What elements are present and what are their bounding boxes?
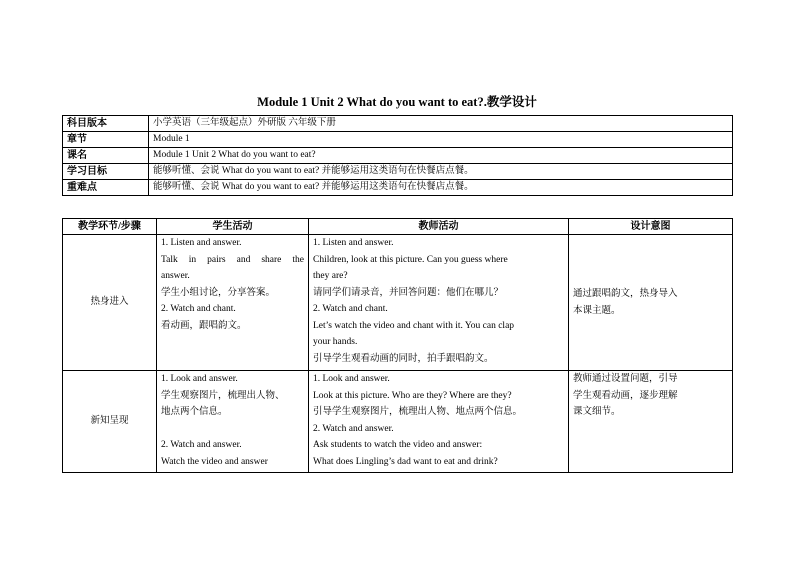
student-cell	[157, 235, 309, 371]
text-line: answer.	[161, 271, 190, 281]
info-value: 小学英语（三年级起点）外研版 六年级下册	[149, 116, 733, 132]
text-line: 引导学生观察图片，梳理出人物、地点两个信息。	[313, 407, 523, 417]
header-stage: 教学环节/步骤	[63, 219, 157, 235]
text-line: Let’s watch the video and chant with it. You can clap	[313, 320, 515, 331]
teacher-cell	[309, 235, 569, 371]
text-line: 2. Watch and answer.	[161, 440, 242, 450]
text-line: 2. Watch and chant.	[313, 304, 388, 314]
text-line: 引导学生观看动画的同时，拍手跟唱韵文。	[313, 353, 494, 364]
text-line: 1. Listen and answer.	[161, 238, 242, 248]
info-label: 课名	[63, 148, 149, 164]
info-label: 科目版本	[63, 116, 149, 132]
text-line	[161, 421, 304, 438]
text-line: 教师通过设置问题，引导	[573, 374, 678, 384]
info-value: 能够听懂、会说 What do you want to eat? 并能够运用这类语句在快餐店点餐。	[149, 180, 733, 196]
table-row	[63, 371, 733, 473]
info-value: Module 1	[149, 132, 733, 148]
text-line: 学生观察图片，梳理出人物、	[161, 390, 285, 401]
stage-cell: 新知呈现	[63, 371, 157, 473]
text-line: 课文细节。	[573, 407, 621, 417]
teacher-cell	[309, 371, 569, 473]
text-line: 看动画，跟唱韵文。	[161, 320, 247, 331]
page-title: Module 1 Unit 2 What do you want to eat?.教学设计	[257, 95, 537, 109]
text-line: 学生小组讨论，分享答案。	[161, 287, 276, 298]
intent-cell	[569, 235, 733, 371]
text-line: Children, look at this picture. Can you guess where	[313, 254, 508, 265]
student-cell	[157, 371, 309, 473]
text-line: 本课主题。	[573, 305, 621, 316]
text-line: Talk in pairs and share the	[161, 254, 304, 265]
text-line: Look at this picture. Who are they? Where are they?	[313, 390, 512, 401]
text-line: 1. Look and answer.	[313, 374, 390, 384]
stage-cell: 热身进入	[63, 235, 157, 371]
text-line: Watch the video and answer	[161, 456, 268, 467]
info-row-subject	[63, 116, 733, 132]
text-line: 1. Listen and answer.	[313, 238, 394, 248]
header-row	[63, 219, 733, 235]
text-line: What does Lingling’s dad want to eat and drink?	[313, 456, 498, 467]
text-line: 学生观看动画，逐步理解	[573, 390, 678, 401]
info-label: 学习目标	[63, 164, 149, 180]
text-line: Ask students to watch the video and answer:	[313, 440, 483, 450]
info-value: Module 1 Unit 2 What do you want to eat?	[149, 148, 733, 164]
header-intent: 设计意图	[569, 219, 733, 235]
info-row-chapter	[63, 132, 733, 148]
header-student: 学生活动	[157, 219, 309, 235]
text-line: 1. Look and answer.	[161, 374, 238, 384]
info-label: 重难点	[63, 180, 149, 196]
info-value: 能够听懂、会说 What do you want to eat? 并能够运用这类语句在快餐店点餐。	[149, 164, 733, 180]
info-table	[62, 115, 733, 196]
info-row-keypoints	[63, 180, 733, 196]
text-line: they are?	[313, 271, 348, 281]
text-line: 地点两个信息。	[161, 407, 228, 417]
table-row	[63, 235, 733, 371]
text-line: your hands.	[313, 337, 358, 347]
text-line: 2. Watch and answer.	[313, 423, 394, 434]
text-line: 请同学们请录音，并回答问题：他们在哪儿？	[313, 287, 504, 298]
activity-table	[62, 218, 733, 473]
intent-cell	[569, 371, 733, 473]
text-line: 2. Watch and chant.	[161, 304, 236, 314]
info-row-objective	[63, 164, 733, 180]
info-row-lesson	[63, 148, 733, 164]
text-line: 通过跟唱韵文，热身导入	[573, 289, 678, 299]
info-label: 章节	[63, 132, 149, 148]
header-teacher: 教师活动	[309, 219, 569, 235]
